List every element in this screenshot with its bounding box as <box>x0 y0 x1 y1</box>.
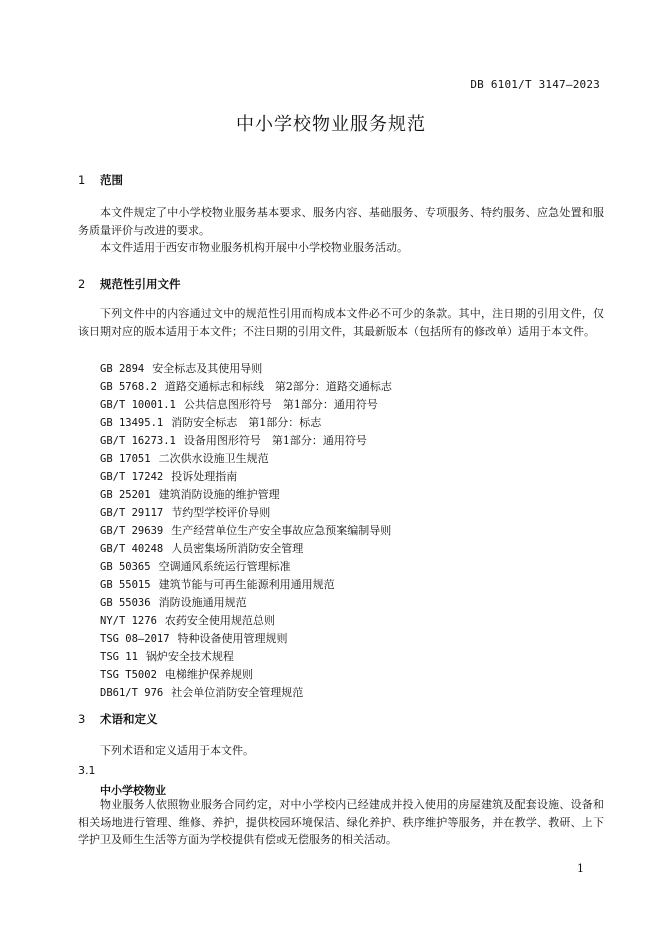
reference-code: TSG 11 <box>100 651 138 663</box>
reference-item <box>100 648 392 666</box>
reference-code: GB 5768.2 <box>100 381 157 393</box>
reference-item <box>100 540 392 558</box>
section-title: 术语和定义 <box>100 712 158 726</box>
reference-item <box>100 378 392 396</box>
reference-code: DB61/T 976 <box>100 687 164 699</box>
section-2-heading <box>78 276 181 292</box>
section-1-heading <box>78 172 123 188</box>
section-3-heading <box>78 711 158 727</box>
reference-item <box>100 468 392 486</box>
reference-code: GB/T 29639 <box>100 525 164 537</box>
reference-name: 节约型学校评价导则 <box>171 506 271 519</box>
reference-item <box>100 612 392 630</box>
reference-item <box>100 450 392 468</box>
page-number: 1 <box>577 862 584 875</box>
reference-name: 消防设施通用规范 <box>158 596 247 609</box>
reference-item <box>100 666 392 684</box>
reference-item <box>100 414 392 432</box>
reference-code: TSG 08—2017 <box>100 633 170 645</box>
reference-name: 锅炉安全技术规程 <box>145 650 234 663</box>
normative-intro: 下列文件中的内容通过文中的规范性引用而构成本文件必不可少的条款。其中，注日期的引用文件，仅该日期对应的版本适用于本文件；不注日期的引用文件，其最新版本（包括所有的修改单）适用于本文件。 <box>78 307 604 338</box>
term-entry-number: 3.1 <box>78 764 96 777</box>
reference-item <box>100 630 392 648</box>
document-title: 中小学校物业服务规范 <box>236 114 426 135</box>
reference-code: GB 50365 <box>100 561 151 573</box>
reference-name: 投诉处理指南 <box>171 470 238 483</box>
reference-name: 消防安全标志 第1部分：标志 <box>171 416 322 429</box>
reference-code: GB/T 29117 <box>100 507 164 519</box>
section-number: 3 <box>78 712 86 726</box>
reference-code: GB 25201 <box>100 489 151 501</box>
reference-list <box>100 360 392 702</box>
term-entry-name: 中小学校物业 <box>100 784 166 797</box>
reference-code: GB/T 17242 <box>100 471 164 483</box>
reference-name: 空调通风系统运行管理标准 <box>158 560 291 573</box>
reference-code: GB 2894 <box>100 363 145 375</box>
reference-item <box>100 594 392 612</box>
reference-code: GB 55015 <box>100 579 151 591</box>
section-number: 1 <box>78 173 86 187</box>
reference-name: 社会单位消防安全管理规范 <box>171 686 304 699</box>
reference-item <box>100 558 392 576</box>
reference-code: GB 55036 <box>100 597 151 609</box>
reference-item <box>100 432 392 450</box>
reference-code: GB/T 40248 <box>100 543 164 555</box>
reference-code: NY/T 1276 <box>100 615 157 627</box>
reference-name: 安全标志及其使用导则 <box>152 362 263 375</box>
reference-name: 二次供水设施卫生规范 <box>158 452 269 465</box>
reference-name: 人员密集场所消防安全管理 <box>171 542 304 555</box>
reference-name: 建筑消防设施的维护管理 <box>158 488 280 501</box>
reference-item <box>100 522 392 540</box>
reference-code: TSG T5002 <box>100 669 157 681</box>
term-definition: 物业服务人依照物业服务合同约定，对中小学校内已经建成并投入使用的房屋建筑及配套设施、设备和相关场地进行管理、维修、养护，提供校园环境保洁、绿化养护、秩序维护等服务，并在教学、教研、上下学护卫及师生生活等方面为学校提供有偿或无偿服务的相关活动。 <box>78 798 604 846</box>
reference-name: 生产经营单位生产安全事故应急预案编制导则 <box>171 524 392 537</box>
reference-code: GB/T 10001.1 <box>100 399 176 411</box>
section-title: 范围 <box>100 173 124 187</box>
scope-paragraph-2: 本文件适用于西安市物业服务机构开展中小学校物业服务活动。 <box>100 241 408 254</box>
section-title: 规范性引用文件 <box>100 277 181 291</box>
scope-paragraph-1: 本文件规定了中小学校物业服务基本要求、服务内容、基础服务、专项服务、特约服务、应急处置和服务质量评价与改进的要求。 <box>78 206 604 237</box>
reference-code: GB/T 16273.1 <box>100 435 176 447</box>
reference-name: 设备用图形符号 第1部分：通用符号 <box>183 434 367 447</box>
reference-item <box>100 576 392 594</box>
section-number: 2 <box>78 277 86 291</box>
reference-item <box>100 396 392 414</box>
reference-name: 特种设备使用管理规则 <box>177 632 288 645</box>
reference-name: 道路交通标志和标线 第2部分：道路交通标志 <box>164 380 392 393</box>
reference-name: 公共信息图形符号 第1部分：通用符号 <box>183 398 378 411</box>
reference-name: 建筑节能与可再生能源利用通用规范 <box>158 578 335 591</box>
document-number: DB 6101/T 3147—2023 <box>470 78 600 91</box>
terms-intro: 下列术语和定义适用于本文件。 <box>100 744 254 757</box>
reference-item <box>100 684 392 702</box>
reference-name: 农药安全使用规范总则 <box>164 614 275 627</box>
reference-item <box>100 486 392 504</box>
reference-item <box>100 360 392 378</box>
reference-item <box>100 504 392 522</box>
reference-code: GB 17051 <box>100 453 151 465</box>
reference-code: GB 13495.1 <box>100 417 164 429</box>
reference-name: 电梯维护保养规则 <box>164 668 253 681</box>
